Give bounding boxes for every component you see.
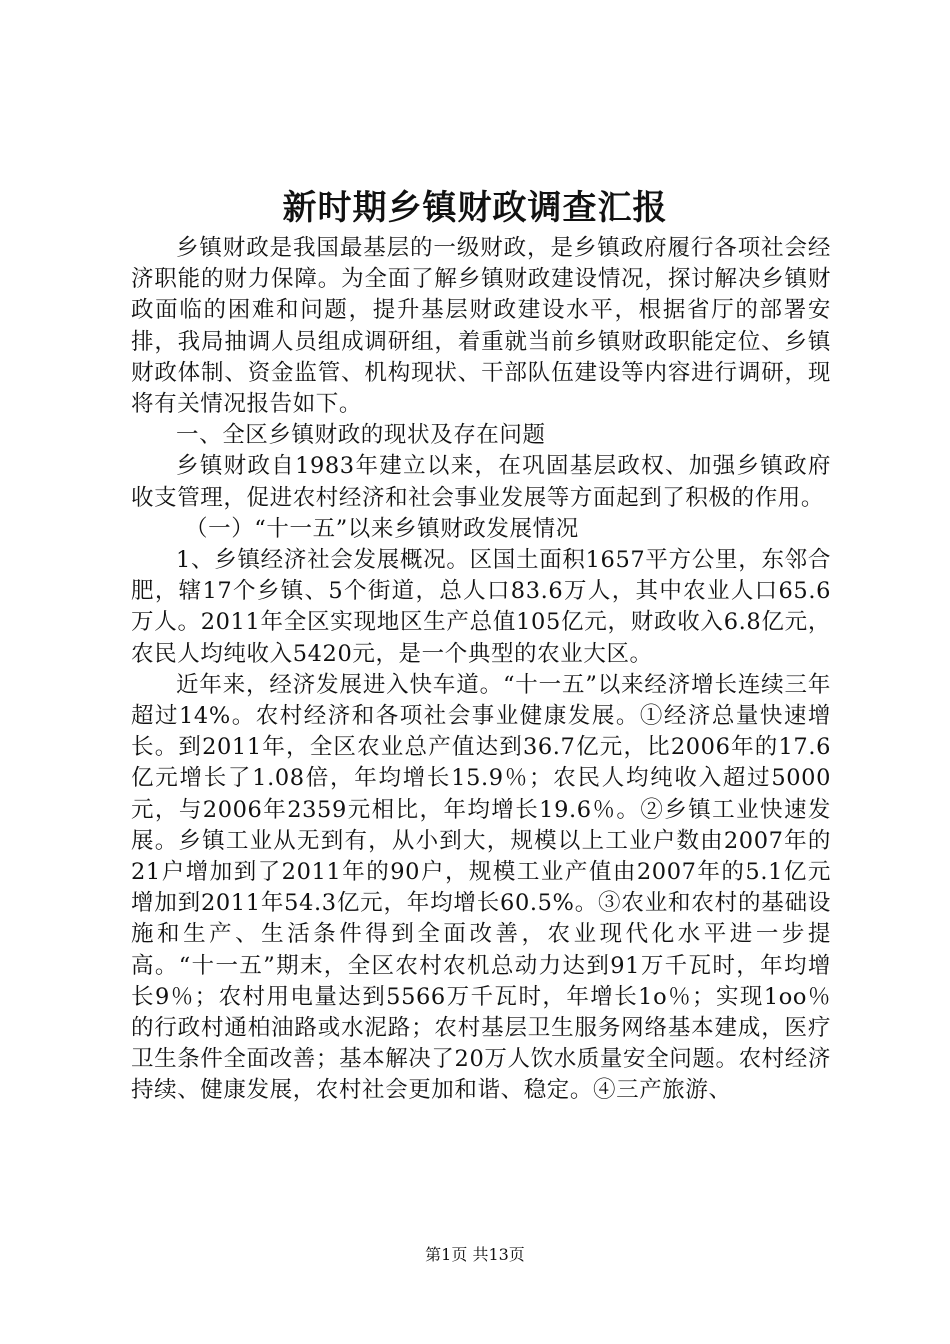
section-heading: 一、全区乡镇财政的现状及存在问题: [176, 422, 546, 449]
body-paragraph: 1、乡镇经济社会发展概况。区国土面积1657平方公里，东邻合肥，辖17个乡镇、5个街道，总人口83.6万人，其中农业人口65.6万人。2011年全区实现地区生产总值105亿元，财政收入6.8亿元，农民人均纯收入5420元，是一个典型的农业大区。: [131, 547, 831, 667]
body-paragraph: 乡镇财政自1983年建立以来，在巩固基层政权、加强乡镇政府收支管理，促进农村经济和社会事业发展等方面起到了积极的作用。: [131, 453, 831, 511]
document-body: [131, 233, 831, 1107]
body-paragraph: 近年来，经济发展进入快车道。“十一五”以来经济增长连续三年超过14%。农村经济和各项社会事业健康发展。①经济总量快速增长。到2011年，全区农业总产值达到36.7亿元，比2006年的17.6亿元增长了1.08倍，年均增长15.9％；农民人均纯收入超过5000元，与2006年2359元相比，年均增长19.6％。②乡镇工业快速发展。乡镇工业从无到有，从小到大，规模以上工业户数由2007年的21户增加到了2011年的90户，规模工业产值由2007年的5.1亿元增加到2011年54.3亿元，年均增长60.5%。③农业和农村的基础设施和生产、生活条件得到全面改善，农业现代化水平进一步提高。“十一五”期末，全区农村农机总动力达到91万千瓦时，年均增长9％；农村用电量达到5566万千瓦时，年增长1o％；实现1oo％的行政村通柏油路或水泥路；农村基层卫生服务网络基本建成，医疗卫生条件全面改善；基本解决了20万人饮水质量安全问题。农村经济持续、健康发展，农村社会更加和谐、稳定。④三产旅游、: [131, 671, 831, 1104]
page-footer: 第1页 共13页: [425, 1245, 525, 1264]
subsection-heading: （一）“十一五”以来乡镇财政发展情况: [185, 515, 579, 542]
document-title: 新时期乡镇财政调查汇报: [282, 188, 668, 228]
intro-paragraph: 乡镇财政是我国最基层的一级财政，是乡镇政府履行各项社会经济职能的财力保障。为全面了解乡镇财政建设情况，探讨解决乡镇财政面临的困难和问题，提升基层财政建设水平，根据省厅的部署安排，我局抽调人员组成调研组，着重就当前乡镇财政职能定位、乡镇财政体制、资金监管、机构现状、干部队伍建设等内容进行调研，现将有关情况报告如下。: [131, 235, 831, 418]
